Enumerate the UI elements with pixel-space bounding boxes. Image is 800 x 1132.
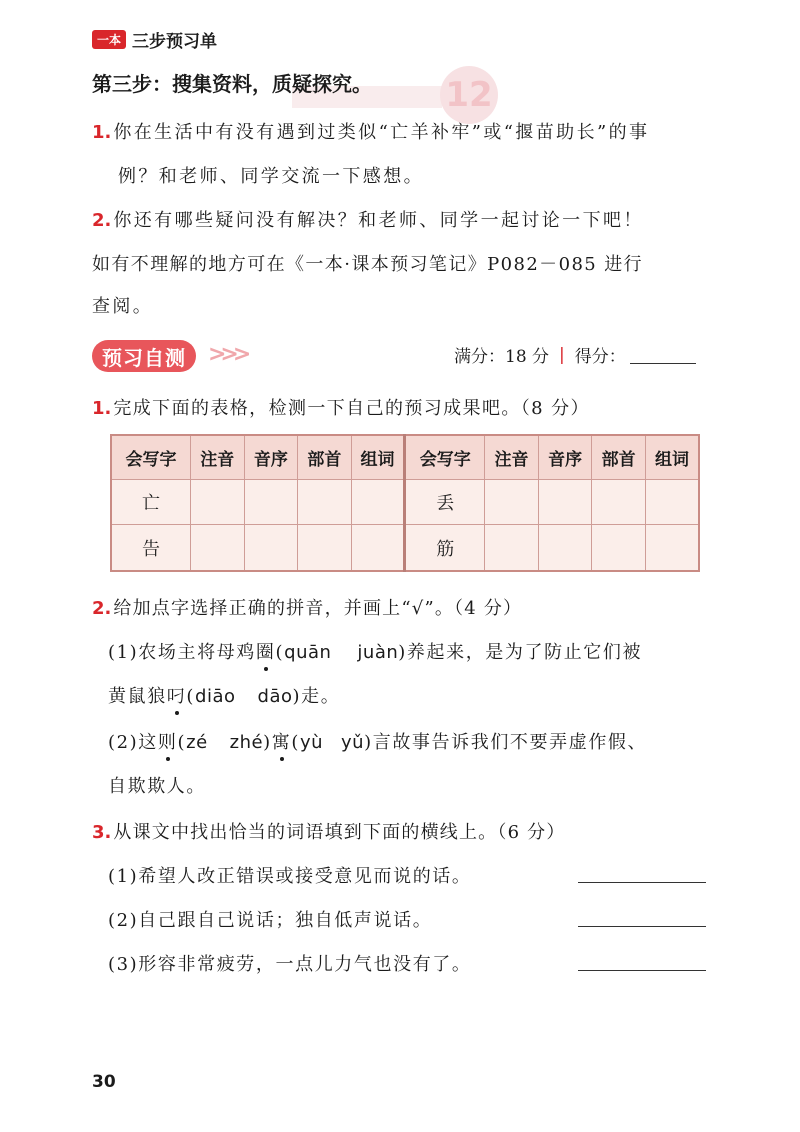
- full-score: 满分：18 分: [454, 347, 550, 367]
- table-header-cell: 部首: [592, 435, 646, 480]
- q3-item-3: (3)形容非常疲劳，一点儿力气也没有了。: [108, 954, 472, 975]
- table-cell[interactable]: [485, 525, 539, 571]
- score-blank[interactable]: [630, 345, 696, 364]
- table-cell[interactable]: [351, 525, 405, 571]
- table-cell[interactable]: [191, 525, 245, 571]
- table-header-cell: 注音: [191, 435, 245, 480]
- table-header-cell: 音序: [538, 435, 592, 480]
- question-number: 3.: [92, 822, 112, 843]
- table-cell[interactable]: [645, 525, 699, 571]
- q2-item-1-line-2: [108, 682, 340, 708]
- text-segment: (1)农场主将母鸡: [108, 642, 256, 663]
- table-cell[interactable]: [298, 480, 352, 525]
- step-question-1: [92, 118, 649, 144]
- text-segment: (2)这: [108, 732, 158, 753]
- note-line-1: 如有不理解的地方可在《一本·课本预习笔记》P082－085 进行: [92, 254, 644, 275]
- question-text: 从课文中找出恰当的词语填到下面的横线上。（6 分）: [113, 822, 566, 843]
- question-number: 2.: [92, 598, 112, 619]
- question-text: 给加点字选择正确的拼音，并画上“√”。（4 分）: [113, 598, 523, 619]
- table-row: [111, 525, 699, 571]
- char-table: [110, 434, 700, 572]
- dotted-char: 圈: [256, 638, 276, 664]
- question-number: 1.: [92, 398, 112, 419]
- table-header-cell: 音序: [244, 435, 298, 480]
- test-question-1: [92, 394, 590, 420]
- table-cell[interactable]: [538, 480, 592, 525]
- text-segment: (: [275, 642, 285, 663]
- dotted-char: 则: [158, 728, 178, 754]
- table-cell[interactable]: [298, 525, 352, 571]
- page-header: [92, 26, 217, 52]
- table-char-cell: 亡: [111, 480, 191, 525]
- table-cell[interactable]: [191, 480, 245, 525]
- answer-blank-1[interactable]: [578, 880, 706, 883]
- table-cell[interactable]: [645, 480, 699, 525]
- dotted-char: 叼: [167, 682, 187, 708]
- table-char-cell: 丢: [405, 480, 485, 525]
- text-segment: (: [177, 732, 187, 753]
- table-cell[interactable]: [244, 525, 298, 571]
- text-segment: )养起来，是为了防止它们被: [398, 642, 643, 663]
- pinyin-option[interactable]: juàn: [357, 642, 399, 663]
- question-text: 完成下面的表格，检测一下自己的预习成果吧。（8 分）: [113, 398, 590, 419]
- dotted-char: 寓: [272, 728, 292, 754]
- question-number: 2.: [92, 210, 112, 231]
- question-text: 你还有哪些疑问没有解决？和老师、同学一起讨论一下吧！: [113, 210, 644, 231]
- table-header-cell: 注音: [485, 435, 539, 480]
- step3-title: 第三步：搜集资料，质疑探究。: [92, 72, 372, 96]
- text-segment: 黄鼠狼: [108, 686, 167, 707]
- table-header-cell: 组词: [351, 435, 405, 480]
- pinyin-option[interactable]: quān: [284, 642, 332, 663]
- table-cell[interactable]: [244, 480, 298, 525]
- note-line-2: 查阅。: [92, 296, 154, 317]
- text-segment: )走。: [292, 686, 341, 707]
- table-header-cell: 会写字: [405, 435, 485, 480]
- text-segment: (: [291, 732, 300, 753]
- table-cell[interactable]: [592, 480, 646, 525]
- test-question-3: [92, 818, 566, 844]
- chevrons-icon: >>>: [208, 342, 246, 367]
- step-question-1-cont: 例？和老师、同学交流一下感想。: [118, 166, 424, 187]
- header-title: 三步预习单: [132, 31, 218, 52]
- pinyin-option[interactable]: diāo: [195, 686, 236, 707]
- text-segment: (: [186, 686, 196, 707]
- pinyin-option[interactable]: zhé: [229, 732, 264, 753]
- q3-item-1: (1)希望人改正错误或接受意见而说的话。: [108, 866, 472, 887]
- pinyin-option[interactable]: yǔ: [341, 732, 365, 753]
- step-question-2: [92, 206, 644, 232]
- table-cell[interactable]: [538, 525, 592, 571]
- table-char-cell: 告: [111, 525, 191, 571]
- text-segment: ): [263, 732, 272, 753]
- score-separator: |: [559, 344, 565, 365]
- table-header-cell: 部首: [298, 435, 352, 480]
- q2-item-1-line-1: [108, 638, 642, 664]
- score-label: 得分：: [574, 347, 626, 367]
- question-number: 1.: [92, 122, 112, 143]
- test-question-2: [92, 594, 522, 620]
- brand-logo: 一本: [92, 30, 126, 49]
- score-area: [454, 342, 696, 367]
- lesson-number-watermark: 12: [440, 66, 498, 124]
- table-cell[interactable]: [592, 525, 646, 571]
- q2-item-2-line-1: [108, 728, 647, 754]
- selftest-badge: 预习自测: [92, 340, 196, 372]
- table-cell[interactable]: [485, 480, 539, 525]
- pinyin-option[interactable]: yù: [299, 732, 324, 753]
- table-row: [111, 480, 699, 525]
- page-number: 30: [92, 1072, 116, 1092]
- text-segment: )言故事告诉我们不要弄虚作假、: [364, 732, 648, 753]
- q2-item-2-line-2: 自欺欺人。: [108, 776, 206, 797]
- pinyin-option[interactable]: dāo: [257, 686, 293, 707]
- table-char-cell: 筋: [405, 525, 485, 571]
- answer-blank-2[interactable]: [578, 924, 706, 927]
- table-header-row: [111, 435, 699, 480]
- table-header-cell: 会写字: [111, 435, 191, 480]
- question-text: 你在生活中有没有遇到过类似“亡羊补牢”或“揠苗助长”的事: [113, 122, 650, 143]
- table-cell[interactable]: [351, 480, 405, 525]
- pinyin-option[interactable]: zé: [186, 732, 208, 753]
- q3-item-2: (2)自己跟自己说话；独自低声说话。: [108, 910, 433, 931]
- answer-blank-3[interactable]: [578, 968, 706, 971]
- table-header-cell: 组词: [645, 435, 699, 480]
